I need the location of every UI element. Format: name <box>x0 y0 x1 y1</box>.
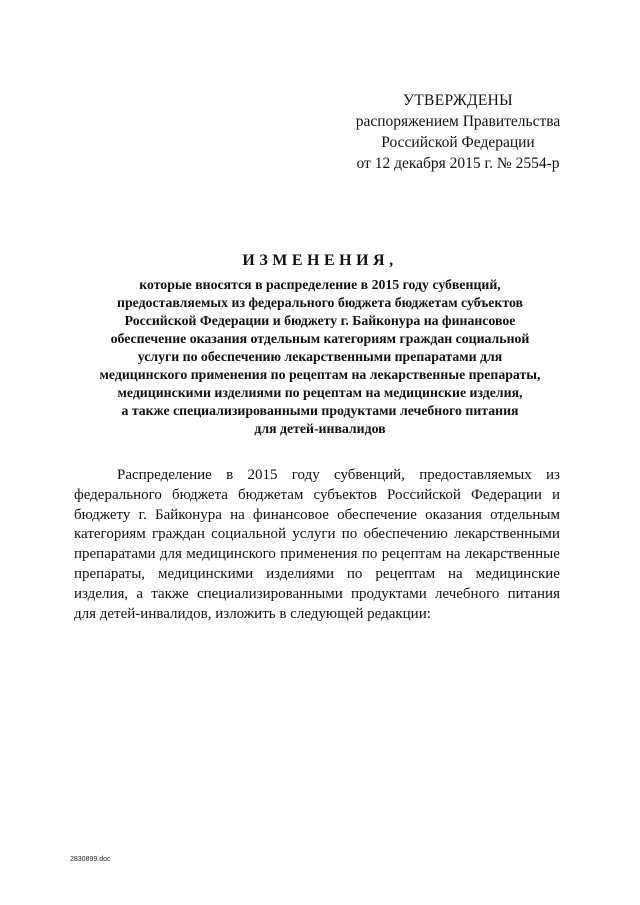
file-name-footer: 2830899.doc <box>70 856 111 863</box>
paragraph-line: категориям граждан социальной услуги по обеспечению лекарственными <box>74 526 560 543</box>
subtitle-line: Российской Федерации и бюджету г. Байконура на финансовое <box>124 313 516 328</box>
subtitle-line: медицинского применения по рецептам на лекарственные препараты, <box>99 367 541 382</box>
subtitle-line: обеспечение оказания отдельным категориям граждан социальной <box>110 331 530 346</box>
approval-heading: УТВЕРЖДЕНЫ <box>403 92 513 109</box>
approval-line: Российской Федерации <box>381 134 535 151</box>
approval-date-line: от 12 декабря 2015 г. № 2554-р <box>356 155 560 172</box>
paragraph-line: федерального бюджета бюджетам субъектов Российской Федерации и <box>74 486 560 503</box>
paragraph-line: для детей-инвалидов, изложить в следующей редакции: <box>74 605 431 622</box>
paragraph-line: препаратами для медицинского применения по рецептам на лекарственные <box>74 546 560 563</box>
subtitle-line: медицинскими изделиями по рецептам на медицинские изделия, <box>117 385 523 400</box>
subtitle-line: для детей-инвалидов <box>254 421 386 436</box>
subtitle-line: предоставляемых из федерального бюджета бюджетам субъектов <box>117 295 523 310</box>
approval-line: распоряжением Правительства <box>355 113 561 130</box>
body-paragraph <box>74 466 560 624</box>
paragraph-line: препараты, медицинскими изделиями по рецептам на медицинские <box>74 565 560 582</box>
paragraph-line: Распределение в 2015 году субвенций, предоставляемых из <box>117 467 560 483</box>
document-title: ИЗМЕНЕНИЯ, <box>242 252 398 269</box>
approval-block <box>340 90 576 174</box>
subtitle-line: услуги по обеспечению лекарственными препаратами для <box>137 349 503 364</box>
document-subtitle <box>60 276 580 438</box>
paragraph-line: изделия, а также специализированными продуктами лечебного питания <box>74 585 560 602</box>
subtitle-line: а также специализированными продуктами лечебного питания <box>121 403 519 418</box>
paragraph-line: бюджету г. Байконура на финансовое обеспечение оказания отдельным <box>74 506 560 523</box>
subtitle-line: которые вносятся в распределение в 2015 году субвенций, <box>139 277 501 292</box>
